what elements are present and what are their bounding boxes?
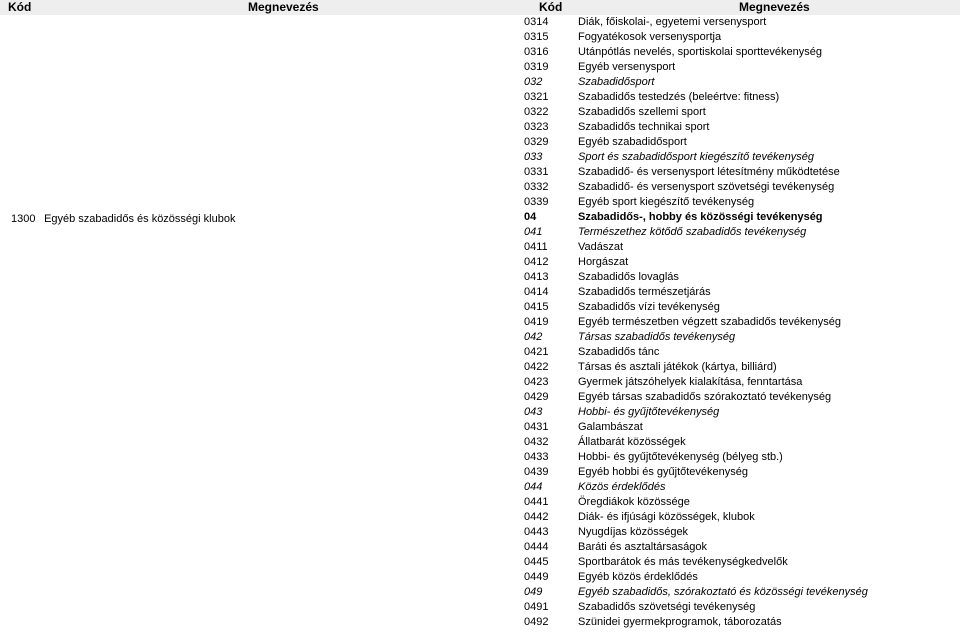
row-code: 0442: [524, 511, 549, 523]
table-row: [0, 570, 960, 585]
row-name: Társas és asztali játékok (kártya, billiárd): [578, 361, 777, 373]
table-row: [0, 540, 960, 555]
table-row: [0, 465, 960, 480]
table-row: [0, 285, 960, 300]
row-code: 0315: [524, 31, 549, 43]
row-name: Egyéb közös érdeklődés: [578, 571, 698, 583]
table-row: [0, 195, 960, 210]
row-code: 041: [524, 226, 543, 238]
table-row: [0, 405, 960, 420]
row-name: Szabadidős testedzés (beleértve: fitness): [578, 91, 780, 103]
table-row: [0, 300, 960, 315]
row-code: 0443: [524, 526, 549, 538]
row-code: 0319: [524, 61, 549, 73]
row-code: 044: [524, 481, 543, 493]
table-row: [0, 30, 960, 45]
row-code: 0332: [524, 181, 549, 193]
row-code: 0449: [524, 571, 549, 583]
row-name: Állatbarát közösségek: [578, 436, 686, 448]
header-kod-right: Kód: [539, 0, 563, 14]
row-name: Hobbi- és gyűjtőtevékenység (bélyeg stb.): [578, 451, 783, 463]
table-row: [0, 210, 960, 225]
table-row: [0, 45, 960, 60]
row-code: 0314: [524, 16, 549, 28]
table-row: [0, 105, 960, 120]
table-row: [0, 615, 960, 630]
row-name: Baráti és asztaltársaságok: [578, 541, 708, 553]
row-code: 0412: [524, 256, 549, 268]
row-name: Vadászat: [578, 241, 624, 253]
row-code: 0322: [524, 106, 549, 118]
table-row: [0, 90, 960, 105]
table-row: [0, 420, 960, 435]
row-name: Gyermek játszóhelyek kialakítása, fenntartása: [578, 376, 803, 388]
table-row: [0, 180, 960, 195]
row-code: 0419: [524, 316, 549, 328]
row-name: Szabadidős szövetségi tevékenység: [578, 601, 756, 613]
row-name: Természethez kötődő szabadidős tevékenység: [578, 226, 807, 238]
row-code: 049: [524, 586, 543, 598]
row-name: Közös érdeklődés: [578, 481, 666, 493]
row-code: 033: [524, 151, 543, 163]
row-code: 0439: [524, 466, 549, 478]
row-name: Egyéb társas szabadidős szórakoztató tevékenység: [578, 391, 832, 403]
row-name: Szabadidősport: [578, 76, 655, 88]
row-name: Fogyatékosok versenysportja: [578, 31, 722, 43]
row-name: Hobbi- és gyűjtőtevékenység: [578, 406, 720, 418]
row-code: 0421: [524, 346, 549, 358]
row-code: 0329: [524, 136, 549, 148]
row-code: 04: [524, 211, 537, 223]
row-name: Sport és szabadidősport kiegészítő tevékenység: [578, 151, 815, 163]
left-entry-name: Egyéb szabadidős és közösségi klubok: [44, 213, 236, 225]
table-row: [0, 225, 960, 240]
row-name: Galambászat: [578, 421, 643, 433]
row-name: Utánpótlás nevelés, sportiskolai sporttevékenység: [578, 46, 822, 58]
row-code: 0414: [524, 286, 549, 298]
table-row: [0, 315, 960, 330]
row-code: 0432: [524, 436, 549, 448]
left-entry-code: 1300: [11, 213, 36, 225]
row-name: Egyéb versenysport: [578, 61, 676, 73]
row-code: 0339: [524, 196, 549, 208]
classification-list: [0, 15, 960, 630]
table-row: [0, 435, 960, 450]
row-code: 0444: [524, 541, 549, 553]
row-name: Egyéb természetben végzett szabadidős tevékenység: [578, 316, 841, 328]
table-row: [0, 390, 960, 405]
row-name: Szabadidős szellemi sport: [578, 106, 706, 118]
header-kod-left: Kód: [8, 0, 32, 14]
table-row: [0, 510, 960, 525]
row-name: Horgászat: [578, 256, 629, 268]
row-code: 0423: [524, 376, 549, 388]
row-code: 0331: [524, 166, 549, 178]
table-row: [0, 600, 960, 615]
table-row: [0, 330, 960, 345]
table-row: [0, 495, 960, 510]
table-row: [0, 525, 960, 540]
row-name: Nyugdíjas közösségek: [578, 526, 689, 538]
row-code: 0321: [524, 91, 549, 103]
table-row: [0, 360, 960, 375]
table-row: [0, 375, 960, 390]
row-code: 0415: [524, 301, 549, 313]
row-name: Egyéb hobbi és gyűjtőtevékenység: [578, 466, 749, 478]
row-code: 0323: [524, 121, 549, 133]
row-code: 0492: [524, 616, 549, 628]
row-code: 0413: [524, 271, 549, 283]
row-code: 042: [524, 331, 543, 343]
row-name: Diák- és ifjúsági közösségek, klubok: [578, 511, 755, 523]
row-name: Öregdiákok közössége: [578, 496, 690, 508]
header-megnevezes-right: Megnevezés: [739, 0, 810, 14]
table-row: [0, 75, 960, 90]
row-name: Egyéb szabadidős, szórakoztató és közösségi tevékenység: [578, 586, 868, 598]
row-name: Egyéb szabadidősport: [578, 136, 687, 148]
row-name: Szabadidő- és versenysport létesítmény működtetése: [578, 166, 840, 178]
table-row: [0, 120, 960, 135]
row-name: Szabadidő- és versenysport szövetségi tevékenység: [578, 181, 835, 193]
row-code: 0433: [524, 451, 549, 463]
row-code: 0316: [524, 46, 549, 58]
table-row: [0, 345, 960, 360]
table-row: [0, 450, 960, 465]
row-name: Diák, főiskolai-, egyetemi versenysport: [578, 16, 767, 28]
row-code: 032: [524, 76, 543, 88]
table-row: [0, 585, 960, 600]
table-row: [0, 270, 960, 285]
row-code: 0411: [524, 241, 548, 253]
row-code: 0445: [524, 556, 549, 568]
row-name: Szabadidős vízi tevékenység: [578, 301, 720, 313]
table-row: [0, 150, 960, 165]
row-name: Egyéb sport kiegészítő tevékenység: [578, 196, 755, 208]
table-row: [0, 240, 960, 255]
row-name: Szabadidős természetjárás: [578, 286, 711, 298]
row-code: 0429: [524, 391, 549, 403]
header-megnevezes-left: Megnevezés: [248, 0, 319, 14]
table-row: [0, 255, 960, 270]
row-name: Szünidei gyermekprogramok, táborozatás: [578, 616, 782, 628]
row-name: Sportbarátok és más tevékenységkedvelők: [578, 556, 788, 568]
row-name: Szabadidős-, hobby és közösségi tevékenység: [578, 211, 823, 223]
row-name: Szabadidős technikai sport: [578, 121, 710, 133]
table-row: [0, 60, 960, 75]
table-row: [0, 555, 960, 570]
row-name: Szabadidős tánc: [578, 346, 660, 358]
row-code: 043: [524, 406, 543, 418]
row-name: Társas szabadidős tevékenység: [578, 331, 736, 343]
table-header: [0, 0, 960, 15]
row-code: 0431: [524, 421, 549, 433]
table-row: [0, 15, 960, 30]
table-row: [0, 135, 960, 150]
row-code: 0422: [524, 361, 549, 373]
table-row: [0, 165, 960, 180]
row-name: Szabadidős lovaglás: [578, 271, 679, 283]
row-code: 0491: [524, 601, 549, 613]
table-row: [0, 480, 960, 495]
row-code: 0441: [524, 496, 549, 508]
